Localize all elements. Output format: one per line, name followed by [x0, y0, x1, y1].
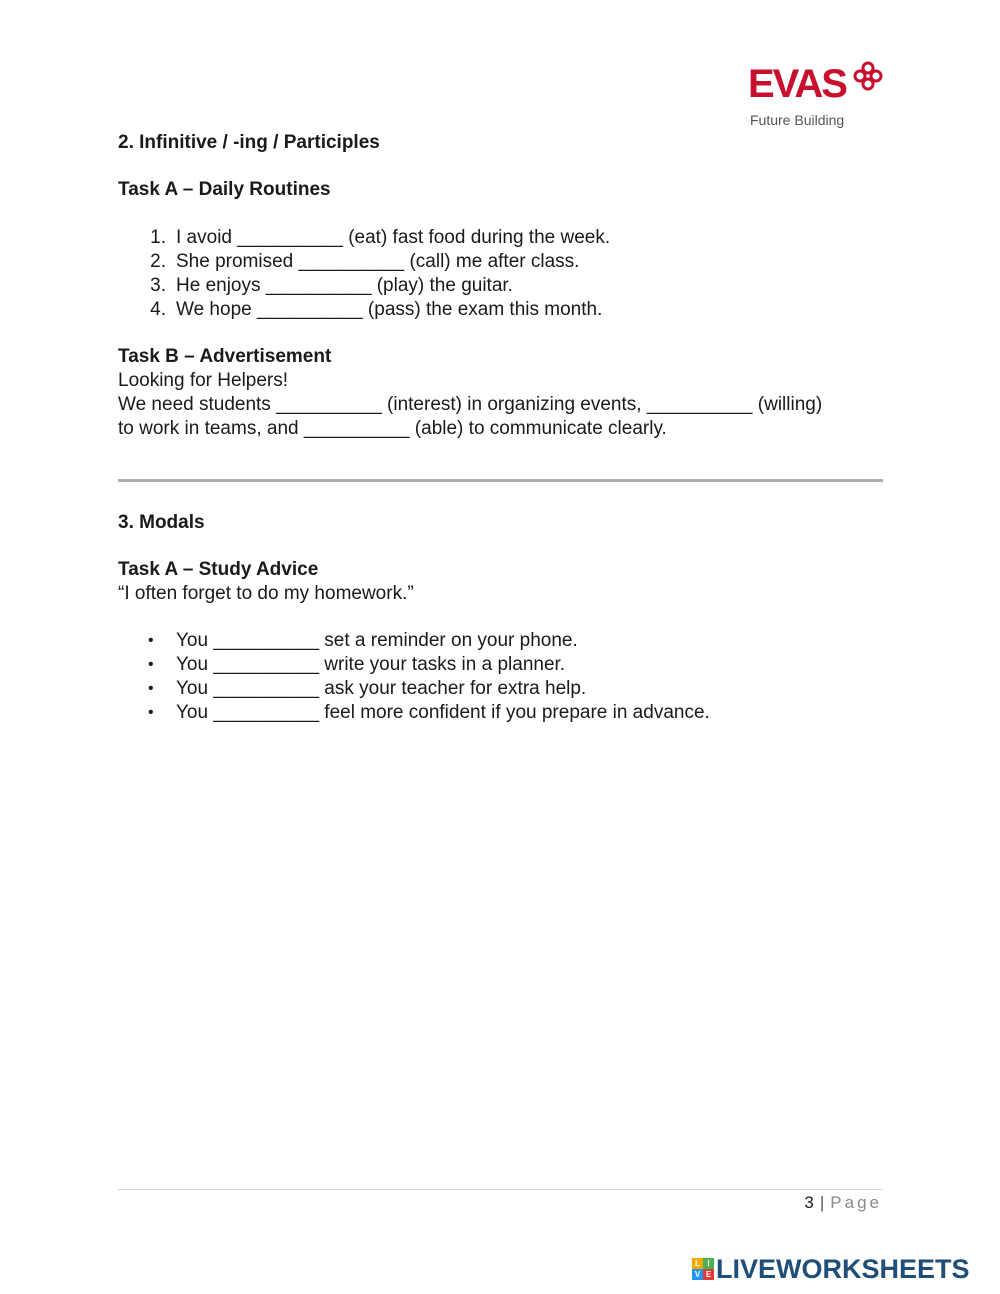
logo-tagline: Future Building	[750, 112, 845, 128]
badge-letter: L	[692, 1258, 703, 1269]
page-separator: |	[819, 1193, 825, 1212]
bullet-icon: •	[148, 656, 154, 673]
exercise-item: We hope __________ (pass) the exam this month.	[176, 299, 603, 320]
list-item-number: 4.	[150, 299, 166, 320]
evas-logo	[748, 60, 888, 132]
liveworksheets-badge-icon	[692, 1258, 714, 1280]
page-footer	[804, 1192, 882, 1214]
flower-icon	[852, 60, 884, 92]
list-item-number: 1.	[150, 227, 166, 248]
bullet-icon: •	[148, 632, 154, 649]
list-item-number: 3.	[150, 275, 166, 296]
section-2-title: 2. Infinitive / -ing / Participles	[118, 132, 380, 153]
badge-letter: V	[692, 1269, 703, 1280]
advertisement-line: to work in teams, and __________ (able) to communicate clearly.	[118, 418, 667, 439]
badge-letter: I	[703, 1258, 714, 1269]
exercise-item: She promised __________ (call) me after class.	[176, 251, 580, 272]
exercise-item: I avoid __________ (eat) fast food during the week.	[176, 227, 611, 248]
footer-divider	[118, 1189, 883, 1190]
section-2-task-b-title: Task B – Advertisement	[118, 346, 332, 367]
list-item-number: 2.	[150, 251, 166, 272]
section-divider	[118, 479, 883, 482]
exercise-item: You __________ set a reminder on your phone.	[176, 630, 578, 651]
badge-letter: E	[703, 1269, 714, 1280]
quote-text: “I often forget to do my homework.”	[118, 583, 414, 604]
page-number: 3	[804, 1193, 814, 1212]
exercise-item: You __________ write your tasks in a planner.	[176, 654, 566, 675]
bullet-icon: •	[148, 680, 154, 697]
bullet-icon: •	[148, 704, 154, 721]
advertisement-line: We need students __________ (interest) in organizing events, __________ (willing)	[118, 394, 823, 415]
section-3-title: 3. Modals	[118, 512, 205, 533]
liveworksheets-wordmark: LIVEWORKSHEETS	[716, 1253, 970, 1284]
exercise-item: You __________ feel more confident if you prepare in advance.	[176, 702, 710, 723]
exercise-item: He enjoys __________ (play) the guitar.	[176, 275, 513, 296]
page-label: Page	[830, 1193, 882, 1212]
section-3-task-a-title: Task A – Study Advice	[118, 559, 319, 580]
logo-wordmark: EVAS	[748, 62, 846, 106]
advertisement-line: Looking for Helpers!	[118, 370, 289, 391]
exercise-item: You __________ ask your teacher for extra help.	[176, 678, 587, 699]
liveworksheets-watermark	[692, 1254, 970, 1284]
section-2-task-a-title: Task A – Daily Routines	[118, 179, 331, 200]
